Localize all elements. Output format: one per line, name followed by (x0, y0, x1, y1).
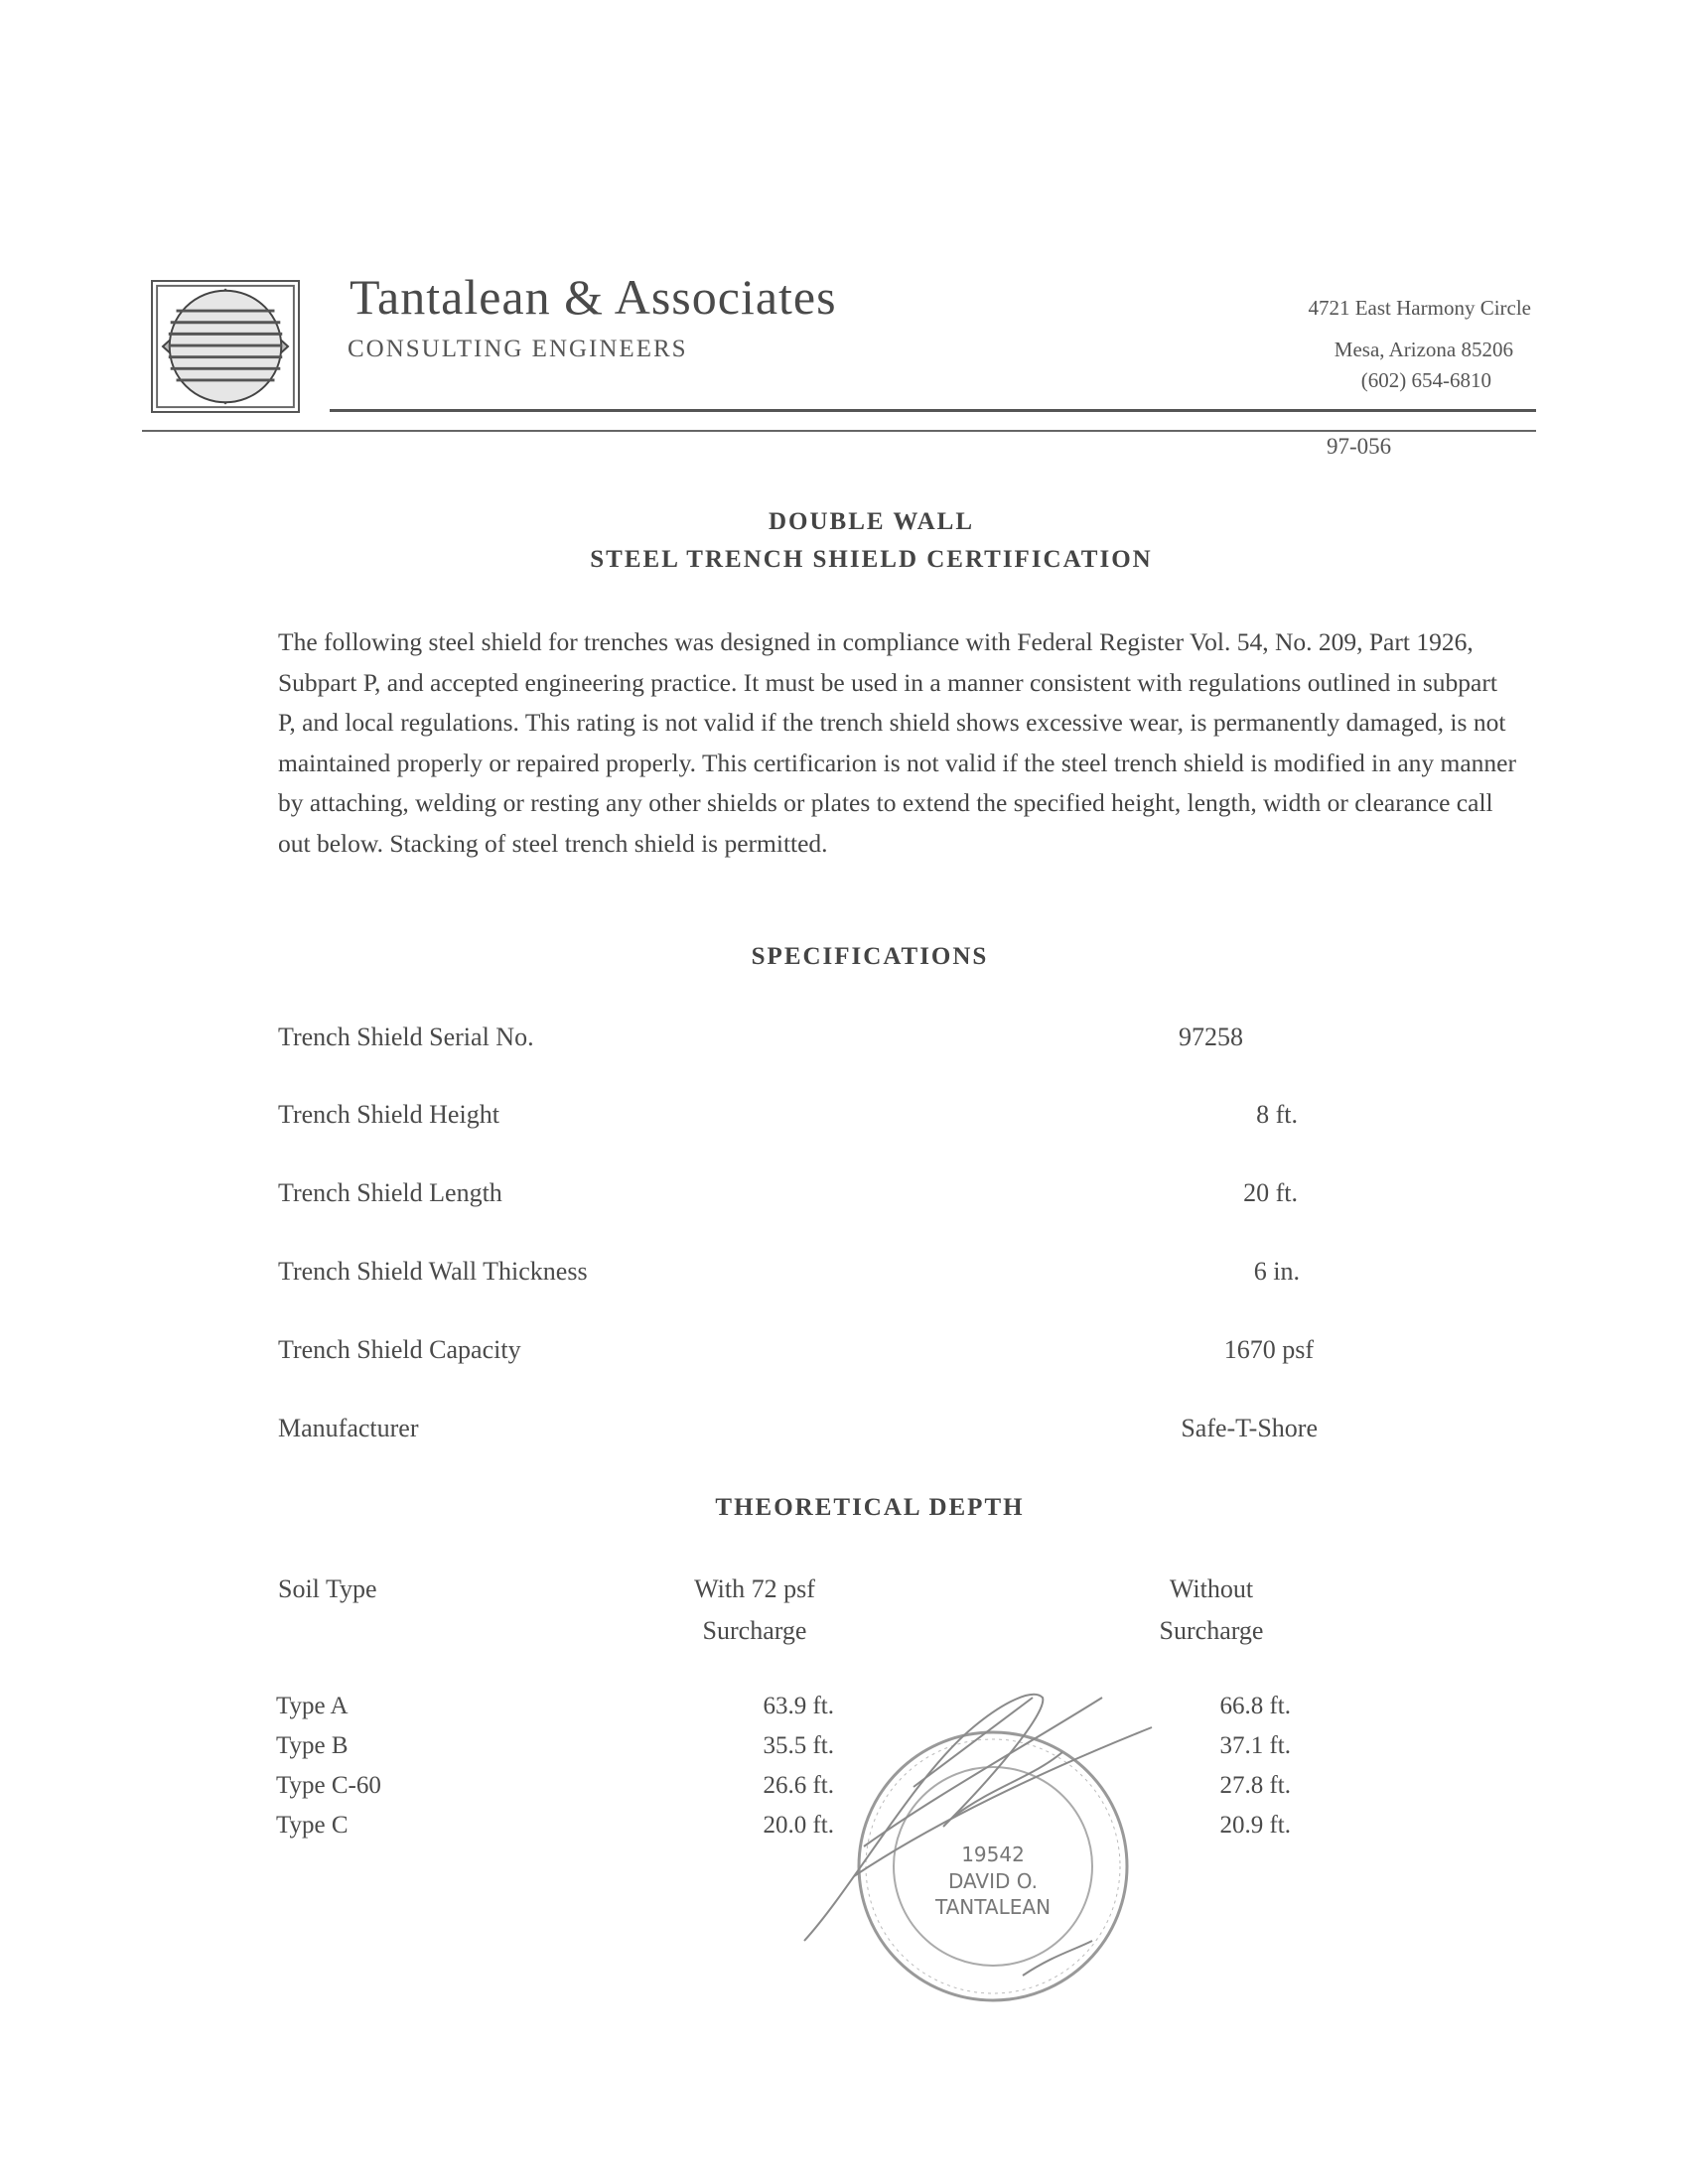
spec-value-capacity: 1670 psf (1223, 1335, 1314, 1364)
spec-value-wall-thickness: 6 in. (1253, 1257, 1300, 1286)
title-line2: STEEL TRENCH SHIELD CERTIFICATION (590, 546, 1153, 573)
depth-with-surcharge: 35.5 ft. (763, 1732, 834, 1759)
spec-label-wall-thickness: Trench Shield Wall Thickness (278, 1257, 588, 1286)
depth-with-surcharge: 63.9 ft. (763, 1693, 834, 1719)
column-header-with-line2: Surcharge (702, 1616, 807, 1645)
letterhead-rule-bottom (142, 430, 1536, 432)
depth-with-surcharge: 20.0 ft. (763, 1812, 834, 1839)
spec-value-serial: 97258 (1179, 1023, 1243, 1051)
seal-name-line1: DAVID O. (947, 1869, 1039, 1893)
column-header-without-surcharge (1112, 1569, 1311, 1652)
column-header-without-line2: Surcharge (1159, 1616, 1264, 1645)
depth-without-surcharge: 66.8 ft. (1219, 1693, 1291, 1719)
column-header-with-surcharge (655, 1569, 854, 1652)
company-subtitle: CONSULTING ENGINEERS (348, 336, 688, 362)
phone-number: (602) 654-6810 (1360, 368, 1491, 392)
spec-label-capacity: Trench Shield Capacity (278, 1335, 521, 1364)
spec-value-manufacturer: Safe-T-Shore (1181, 1414, 1318, 1442)
company-logo (151, 280, 300, 413)
column-header-soil-type: Soil Type (278, 1574, 377, 1603)
depth-without-surcharge: 20.9 ft. (1219, 1812, 1291, 1839)
depth-soil-type: Type C (276, 1812, 349, 1839)
depth-without-surcharge: 37.1 ft. (1219, 1732, 1291, 1759)
spec-label-length: Trench Shield Length (278, 1178, 502, 1207)
theoretical-depth-heading: THEORETICAL DEPTH (715, 1494, 1025, 1521)
seal-number: 19542 (961, 1843, 1025, 1866)
depth-soil-type: Type B (276, 1732, 349, 1759)
specifications-heading: SPECIFICATIONS (751, 943, 989, 970)
company-name: Tantalean & Associates (350, 269, 837, 325)
spec-label-serial: Trench Shield Serial No. (278, 1023, 534, 1051)
column-header-with-line1: With 72 psf (694, 1574, 815, 1603)
spec-value-length: 20 ft. (1243, 1178, 1298, 1207)
spec-label-manufacturer: Manufacturer (278, 1414, 419, 1442)
spec-value-height: 8 ft. (1256, 1100, 1298, 1129)
certification-paragraph: The following steel shield for trenches was designed in compliance with Federal Register Vol. 54, No. 209, Part 1926, Subpart P, and accepted engineering practice. It must be used in a manner consistent with regulations outlined in subpart P, and local regulations. This rating is not valid if the trench shield shows excessive wear, is permanently damaged, is not maintained properly or repaired properly. This certificarion is not valid if the steel trench shield is modified in any manner by attaching, welding or resting any other shields or plates to extend the specified height, length, width or clearance call out below. Stacking of steel trench shield is permitted. (278, 627, 1516, 858)
seal-name-line2: TANTALEAN (934, 1895, 1052, 1919)
depth-soil-type: Type C-60 (276, 1772, 381, 1799)
seal-emblem-icon (794, 1658, 1172, 2015)
depth-without-surcharge: 27.8 ft. (1219, 1772, 1291, 1799)
spec-label-height: Trench Shield Height (278, 1100, 499, 1129)
letterhead-rule-top (330, 409, 1536, 412)
engineer-seal-stamp (794, 1658, 1172, 2015)
depth-soil-type: Type A (276, 1693, 349, 1719)
address-line1: 4721 East Harmony Circle (1308, 296, 1531, 320)
signature-stroke (953, 1752, 1062, 1817)
title-line1: DOUBLE WALL (768, 508, 974, 535)
column-header-without-line1: Without (1169, 1574, 1254, 1603)
logo-emblem-icon (153, 282, 298, 411)
reference-number: 97-056 (1327, 434, 1392, 459)
address-line2: Mesa, Arizona 85206 (1334, 338, 1513, 361)
depth-with-surcharge: 26.6 ft. (763, 1772, 834, 1799)
signature-stroke (914, 1698, 1033, 1787)
